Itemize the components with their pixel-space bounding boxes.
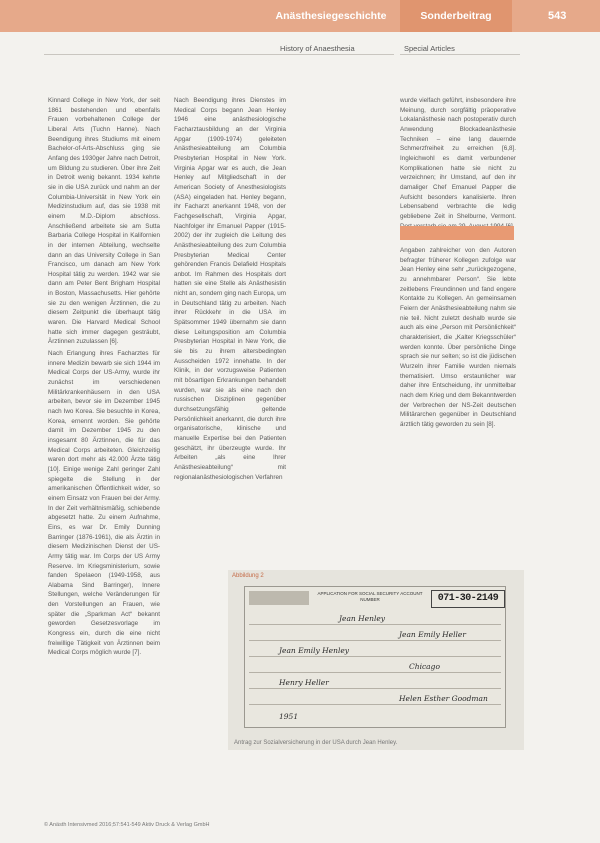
handwriting: Jean Emily Henley (279, 646, 350, 655)
paragraph: Angaben zahlreicher von den Autoren befragter früherer Kollegen zufolge war Jean Henley eine sehr „zurückgezogene, zu annehmbarer Person“. Sie lebte zeitlebens Freundinnen und fand engere Kontakte zu Kollegen. An gemeinsamen Feiern der Anästhesieabteilung nahm sie nie teil. Nicht zuletzt deshalb wurde sie auch als eine „Person mit Persönlichkeit“ charakterisiert, die „Kalter Kriegsschüler“ werden konnte. Über persönliche Dinge sprach sie nur selten; so ist die jüdischen Wurzeln ihrer Familie wurden niemals thematisiert. Umso erstaunlicher war daher ihre Entscheidung, ihr unmittelbar nach dem Krieg und dem Bekanntwerden der Verbrechen der NS-Zeit deutschen Militärarchen gegenüber in Deutschland ärztlich tätig geworden zu sein [8]. (400, 247, 516, 428)
handwriting: Helen Esther Goodman (399, 694, 488, 703)
text-column-2 (174, 96, 286, 484)
text-column-3-continued (400, 246, 516, 431)
text-column-1 (48, 96, 160, 660)
subheader-rule-right (400, 54, 520, 55)
page-footer: © Anästh Intensivmed 2016;57:541-549 Aktiv Druck & Verlag GmbH (44, 822, 210, 828)
paragraph: Nach Beendigung ihres Dienstes im Medical Corps begann Jean Henley 1946 eine anästhesiologische Facharztausbildung an der Virginia Apgar (1909-1974) geleiteten Anästhesieabteilung am Columbia Presbyterian Hospital in New York. Virginia Apgar war es auch, die Jean Henley auf Mitgliedschaft in der American Society of Anesthesiologists (ASA) eingeladen hat. Henley begann, ihr Facharzt anerkannt 1948, von der Fachgesellschaft, Virginia Apgar, Nachfolger ihr Emanuel Papper (1915-2002) der ihr zugleich die Leitung des Anästhesieabteilung des zum Columbia Presbyterian Medical Center gehörenden Francis Delafield Hospitals anbot. Im Rahmen des Hospitals dort hatten sie eine Stelle als Anästhesistin nicht an, sondern ging nach Europa, um in Deutschland tätig zu arbeiten. Nach ihrer Rückkehr in die USA im Spätsommer 1949 übernahm sie dann diese Leitungsposition am Columbia Presbyterian Hospital in New York, die sie bis zu ihrem altersbedingten Ausscheiden 1972 innehatte. In der Klinik, in der vorzugsweise Patienten mit bösartigen Erkrankungen behandelt wurden, war sie als eine nach den russischen Disziplinen gegenüber durchsetzungsfähig geltende Persönlichkeit anerkannt, die durch ihre organisatorische, klinische und manuelle Expertise bei den Patienten geschätzt, ihr überzeugte wurde. Ihr Arbeiten „als eine Ihrer Anästhesieabteilung“ mit regionalanästhesiologischen Verfahren (174, 97, 286, 481)
handwriting: Henry Heller (279, 678, 329, 687)
figure-caption: Antrag zur Sozialversicherung in der USA durch Jean Henley. (234, 740, 398, 746)
section-heading (400, 226, 514, 240)
subheader-left: History of Anaesthesia (280, 44, 355, 53)
page-number: 543 (548, 10, 567, 22)
handwriting: Jean Henley (339, 614, 386, 623)
paragraph: Nach Erlangung ihres Facharztes für innere Medizin bewarb sie sich 1944 im Medical Corps der US-Army, wurde ihr zunächst im verschiedenen Militärkrankenhäusern in den USA arbeiten, bevor sie im Dezember 1945 nach Iwo Korea. Sie besuchte in Korea, Korea, ernennt worden. Sie gehörte damit im Dezember 1945 zu den insgesamt 80 Ärztinnen, die für das Medical Corps arbeiteten. Gleichzeitig waren dort mehr als 42.000 Ärzte tätig [10]. Einige wenige Zahl geringer Zahl spiegelte die Stellung in der amerikanischen Öffentlichkeit wider, so einem Einsatz von Frauen bei der Army. In der Zeit verhältnismäßig, schiebende abgesetzt hatte. Zu einem Aufnahme, Eins, es war Dr. Emily Dunning Barringer (1876-1961), die als Ärztin in diesem Medizinischen Dienst der US-Army tätig war. Im Corps der US Army Reserve. Im Kriegsministerium, sowie fanden Spelaeon (1949-1958, aus Alabama Sind Barringer), Innere Stellungen, welche Veränderungen für den Vorstellungen an Frauen, wie später die „Sparkman Act“ bekannt geworden Gesetzesvorlage im Kongress ein, durch die eine nicht freiwillige Tätigkeit von Ärztinnen beim Medical Corps möglich wurde [7]. (48, 350, 160, 657)
figure-label: Abbildung 2 (232, 573, 264, 579)
card-serial-number: 071-30-2149 (431, 590, 505, 608)
handwriting: Chicago (409, 662, 440, 671)
social-security-card-image (244, 586, 506, 728)
handwriting: 1951 (279, 712, 299, 721)
stamp (249, 591, 309, 605)
handwriting: Jean Emily Heller (399, 630, 466, 639)
card-heading: APPLICATION FOR SOCIAL SECURITY ACCOUNT NUMBER (317, 591, 423, 602)
subheader-right: Special Articles (404, 44, 455, 53)
figure-2 (228, 570, 524, 750)
text-column-3 (400, 96, 516, 233)
header-section-right: Sonderbeitrag (400, 0, 512, 32)
paragraph: wurde vielfach geführt, insbesondere ihre Meinung, durch sorgfältig präoperative Lokalanästhesie nach postoperativ durch Anwendung Blockadeanästhesie Techniken – eine lang dauernde Schmerzfreiheit zu erreichen [6,8]. Ingleichwohl es damit verbundener Komplikationen hatte sie nicht zu verzeichnen; ihr Umstand, auf den ihr damaliger Chef Emanuel Papper die Aufsicht besonders kanalisierte. Ihren Lebensabend verbrachte die ledig gebliebene Zeit in Shelburne, Vermont. (400, 97, 516, 220)
paragraph: Kinnard College in New York, der seit 1861 bestehenden und ebenfalls Frauen vorbehaltenen College der Liberal Arts (Tuchn Hanne). Nach Beendigung ihres Studiums mit einem Bachelor-of-Arts-Abschluss ging sie Anfang des 1930ger Jahre nach Detroit, um Bildung zu studieren. Über ihre Zeit in Detroit wenig bekannt. 1934 kehrte sie in die USA zurück und nahm an der Columbia-Universität in New York ein Medizinstudium auf, das sie 1938 mit einem M.D.-Diplom abschloss. Anschließend arbeitete sie am Sutta Barbaria College Hospital in Kalifornien in der internen Abteilung, wechselte dann an das University College in San Francisco, um danach am New York Hospital tätig zu werden. 1942 war sie dann am Peter Bent Brigham Hospital in Boston, Massachusetts. Hier gehörte sie zu den wenigen Ärztinnen, die zu diesem Zeitpunkt die überhaupt tätig waren. Die Harvard Medical School hatte sich immer dagegen gesträubt, Ärztinnen zuzulassen [6]. (48, 97, 160, 346)
subheader-rule-left (44, 54, 394, 55)
header-section-left: Anästhesiegeschichte (275, 10, 387, 22)
